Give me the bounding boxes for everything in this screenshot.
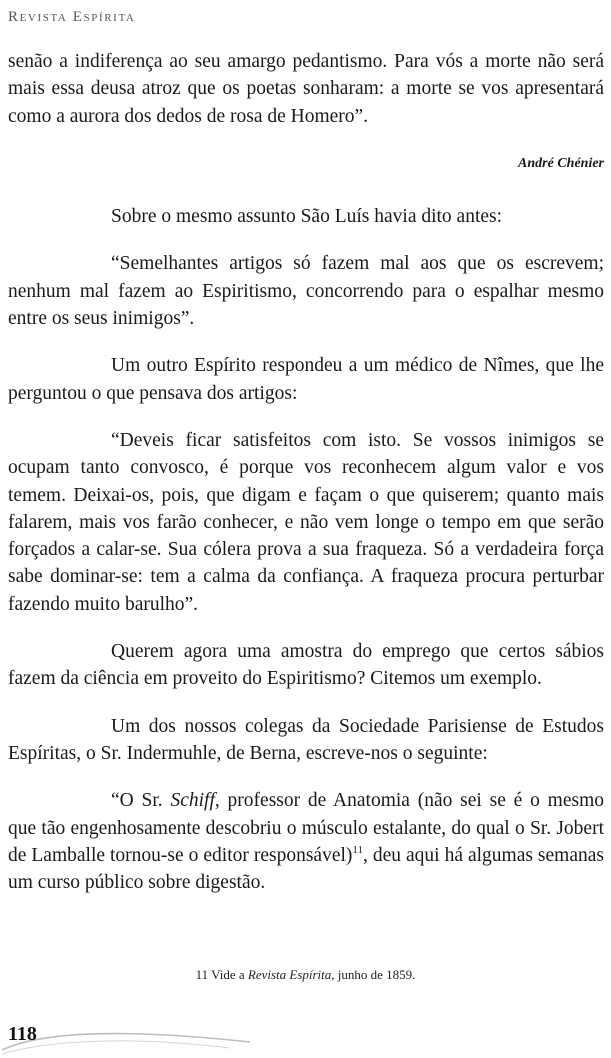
footnote-prefix: Vide a [208,967,248,982]
footnote-title: Revista Espírita [247,967,332,982]
paragraph-2: Sobre o mesmo assunto São Luís havia dito antes: [111,206,503,228]
page-number: 118 [8,1023,37,1045]
signature: André Chénier [518,155,604,171]
paragraph-8-tail: , deu aqui há algumas semanas um curso público sobre digestão. [8,844,604,894]
page-body [8,48,604,896]
person-name: Schiff [170,790,215,812]
paragraph-3: “Semelhantes artigos só fazem mal aos que os escrevem; nenhum mal fazem ao Espiritismo, concorrendo para o espalhar mesmo entre os seus inimigos”. [8,253,604,330]
paragraph-8 [8,787,604,896]
paragraph-7: Um dos nossos colegas da Sociedade Parisiense de Estudos Espíritas, o Sr. Indermuhle, de Berna, escreve-nos o seguinte: [8,715,604,764]
paragraph-1: senão a indiferença ao seu amargo pedantismo. Para vós a morte não será mais essa deusa atroz que os poetas sonharam: a morte se vos apresentará como a aurora dos dedos de rosa de Homero”. [8,51,604,127]
paragraph-6: Querem agora uma amostra do emprego que certos sábios fazem da ciência em proveito do Espiritismo? Citemos um exemplo. [8,641,604,690]
footnote-reference[interactable]: 11 [352,843,363,856]
footnote [0,967,611,983]
paragraph-8-mid: , professor de Anatomia (não sei se é o mesmo que tão engenhosamente descobriu o músculo estalante, do qual o Sr. Jobert de Lamballe tornou-se o editor responsável) [8,790,605,866]
running-head: Revista Espírita [8,9,136,25]
footnote-number: 11 [195,967,209,982]
paragraph-8-open: “O Sr. [111,790,171,812]
paragraph-5: “Deveis ficar satisfeitos com isto. Se vossos inimigos se ocupam tanto convosco, é porque vos reconhecem algum valor e vos temem. Deixai-os, pois, que digam e façam o que quiserem; quanto mais falarem, mais vos farão conhecer, e não vem longe o tempo em que serão forçados a calar-se. Sua cólera prova a sua fraqueza. Só a verdadeira força sabe dominar-se: tem a calma da confiança. A fraqueza procura perturbar fazendo muito barulho”. [8,429,604,615]
footnote-suffix: , junho de 1859. [331,967,416,982]
paragraph-4: Um outro Espírito respondeu a um médico de Nîmes, que lhe perguntou o que pensava dos artigos: [8,355,604,404]
page-swoosh-ornament [0,1020,260,1058]
